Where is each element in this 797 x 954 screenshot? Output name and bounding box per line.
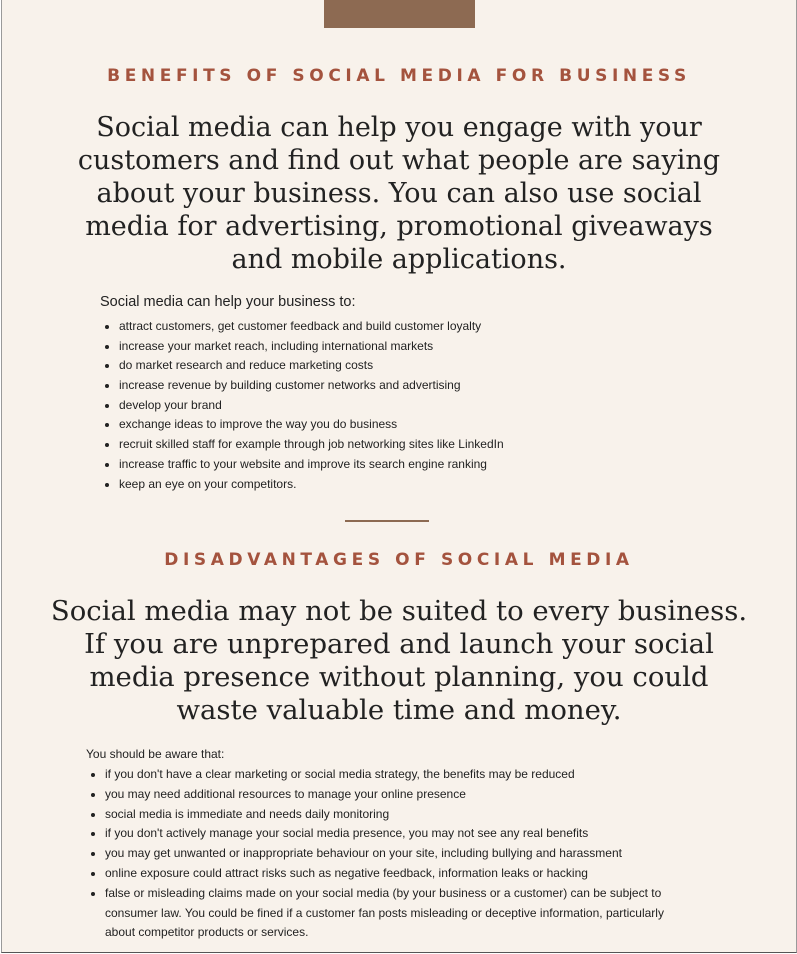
list-item: attract customers, get customer feedback and build customer loyalty [100, 317, 504, 337]
list-item: social media is immediate and needs daily monitoring [86, 805, 685, 825]
list-item: keep an eye on your competitors. [100, 475, 504, 495]
disadvantages-lead-paragraph [2, 595, 796, 727]
benefits-lead-line: and mobile applications. [231, 244, 567, 275]
list-item: you may get unwanted or inappropriate behaviour on your site, including bullying and harassment [86, 844, 685, 864]
list-item: increase your market reach, including international markets [100, 337, 504, 357]
disadvantages-lead-line: waste valuable time and money. [176, 694, 622, 726]
benefits-lead-line: about your business. You can also use social [96, 178, 702, 209]
list-item: if you don't have a clear marketing or social media strategy, the benefits may be reduced [86, 765, 685, 785]
document-page [1, 0, 797, 953]
list-item: you may need additional resources to manage your online presence [86, 785, 685, 805]
list-item: false or misleading claims made on your social media (by your business or a customer) can be subject to consumer law. You could be fined if a customer fan posts misleading or deceptive information, particularly about competitor products or services. [86, 884, 685, 943]
list-item: recruit skilled staff for example through job networking sites like LinkedIn [100, 435, 504, 455]
top-decorative-tab [324, 0, 475, 28]
disadvantages-lead-line: If you are unprepared and launch your social [84, 628, 714, 660]
list-item: increase revenue by building customer networks and advertising [100, 376, 504, 396]
disadvantages-list [86, 765, 685, 943]
section-divider [345, 520, 429, 522]
benefits-lead-line: Social media can help you engage with your [96, 112, 702, 143]
benefits-list [100, 317, 504, 494]
list-item: online exposure could attract risks such as negative feedback, information leaks or hacking [86, 864, 685, 884]
benefits-intro: Social media can help your business to: [100, 294, 356, 310]
benefits-lead-paragraph [2, 111, 796, 276]
list-item: increase traffic to your website and improve its search engine ranking [100, 455, 504, 475]
benefits-lead-line: customers and find out what people are saying [77, 145, 721, 176]
list-item: exchange ideas to improve the way you do business [100, 415, 504, 435]
benefits-heading: BENEFITS OF SOCIAL MEDIA FOR BUSINESS [107, 66, 691, 86]
list-item: do market research and reduce marketing costs [100, 356, 504, 376]
disadvantages-lead-line: Social media may not be suited to every business. [50, 595, 748, 627]
list-item: develop your brand [100, 396, 504, 416]
disadvantages-lead-line: media presence without planning, you could [89, 661, 709, 693]
disadvantages-intro: You should be aware that: [86, 747, 225, 761]
benefits-lead-line: media for advertising, promotional giveaways [85, 211, 713, 242]
disadvantages-heading: DISADVANTAGES OF SOCIAL MEDIA [164, 550, 634, 570]
list-item: if you don't actively manage your social media presence, you may not see any real benefits [86, 824, 685, 844]
